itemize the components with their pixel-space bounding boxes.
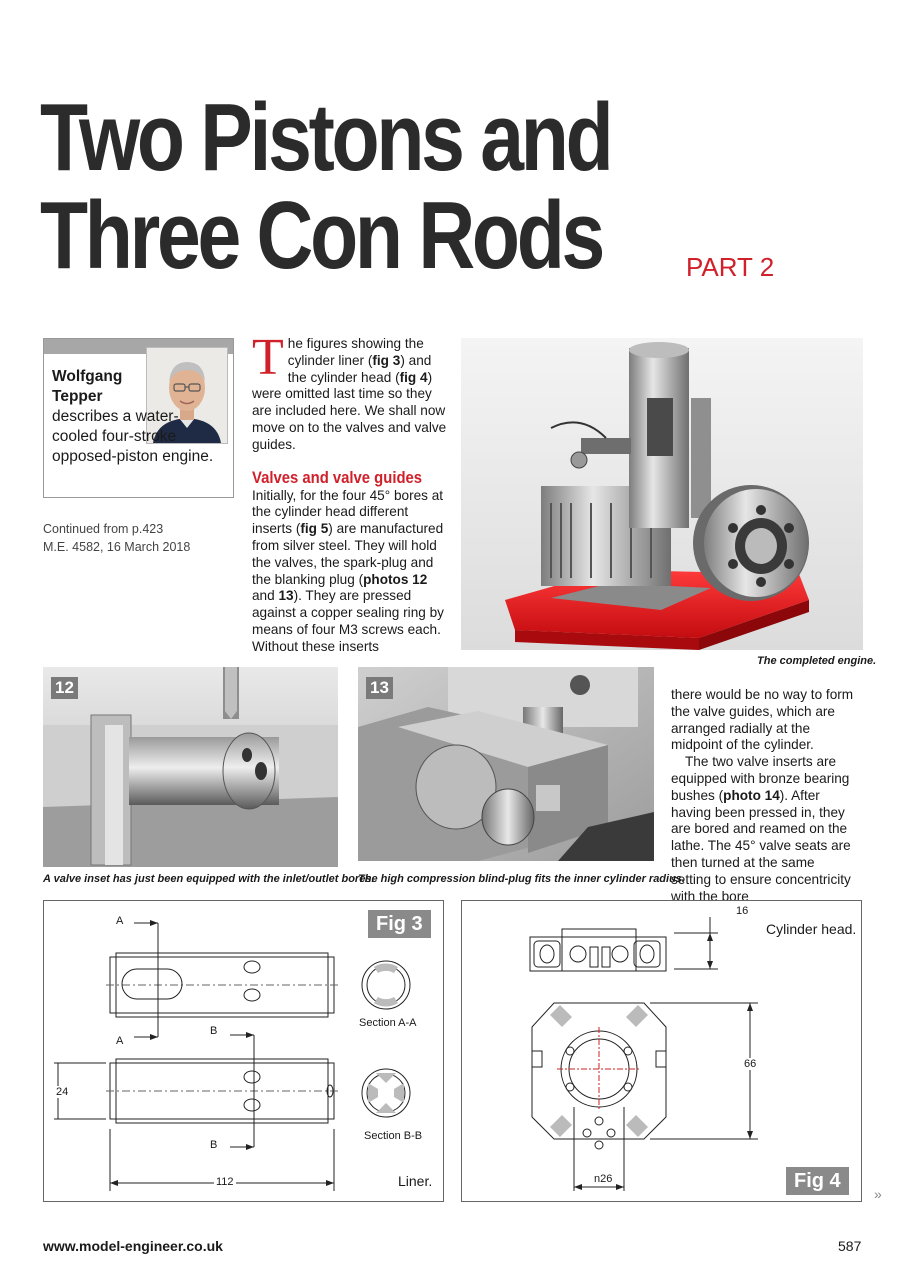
p2-text-4: ). They are pressed against a copper sealing ring by means of four M3 screws each. Without these inserts xyxy=(252,588,444,654)
col3-ref-photo14: photo 14 xyxy=(723,787,780,803)
continue-arrow: » xyxy=(874,1186,882,1202)
intro-ref-fig4: fig 4 xyxy=(399,369,428,385)
footer-website[interactable]: www.model-engineer.co.uk xyxy=(43,1238,223,1254)
engine-caption: The completed engine. xyxy=(757,655,877,667)
fig3-caption: Liner. xyxy=(398,1173,433,1189)
author-box xyxy=(43,338,234,498)
intro-ref-fig3: fig 3 xyxy=(372,352,401,368)
fig3-dim-24: 24 xyxy=(56,1086,69,1098)
section-heading: Valves and valve guides xyxy=(252,468,423,487)
paragraph-2 xyxy=(252,488,448,656)
p2-ref-13: 13 xyxy=(278,588,294,604)
col3-text-3: ). After having been pressed in, they are bored and reamed on the lathe. The 45° valve seats are then turned at the same setting to ensure concentricity with the bore xyxy=(671,787,851,904)
photo-13-number: 13 xyxy=(366,677,393,699)
title-line2-text: Three Con Rods xyxy=(40,182,603,289)
col3-text-2: The two valve inserts are equipped with bronze bearing bushes ( xyxy=(671,754,850,803)
author-name-line1: Wolfgang xyxy=(52,368,123,385)
intro-text-1: he figures showing the cylinder liner ( xyxy=(287,336,424,368)
photo-12 xyxy=(43,667,338,867)
drop-cap: T xyxy=(252,329,284,386)
photo-12-number: 12 xyxy=(51,677,78,699)
footer-page-number: 587 xyxy=(838,1238,862,1254)
continued-note xyxy=(43,520,190,556)
figure-3 xyxy=(43,900,444,1202)
col3-text-1: there would be no way to form the valve guides, which are arranged radially at the midpoint of the cylinder. xyxy=(671,687,854,753)
photo-13 xyxy=(358,667,654,861)
fig3-mark-a-bottom: A xyxy=(116,1035,124,1047)
article-column-2 xyxy=(252,329,448,656)
p2-text-3: and xyxy=(252,588,279,604)
fig4-dim-66: 66 xyxy=(744,1058,757,1070)
fig4-dim-16: 16 xyxy=(736,905,749,917)
fig3-section-bb: Section B-B xyxy=(364,1130,423,1142)
article-column-3 xyxy=(671,687,857,905)
part-label: PART 2 xyxy=(686,252,775,282)
p2-text-2: ) are manufactured from silver steel. They will hold the valves, the spark-plug and the blanking plug ( xyxy=(252,521,444,587)
author-text xyxy=(52,367,222,467)
author-name-line2: Tepper xyxy=(52,388,103,405)
author-blurb: describes a water-cooled four-stroke opposed-piston engine. xyxy=(52,408,214,465)
fig3-mark-b-top: B xyxy=(210,1025,218,1037)
intro-text-2: ) and the cylinder head ( xyxy=(287,352,432,385)
fig3-mark-b-bottom: B xyxy=(210,1139,218,1151)
fig4-caption: Cylinder head. xyxy=(766,921,857,937)
fig4-label: Fig 4 xyxy=(786,1167,849,1195)
p2-ref-fig5: fig 5 xyxy=(300,521,329,537)
continued-line1: Continued from p.423 xyxy=(43,522,164,536)
photo-12-caption: A valve inset has just been equipped with the inlet/outlet bores. xyxy=(43,873,375,885)
fig3-label: Fig 3 xyxy=(368,910,431,938)
fig4-dim-n26: n26 xyxy=(594,1173,613,1185)
fig3-dim-112: 112 xyxy=(216,1176,234,1188)
p2-ref-photos12: photos 12 xyxy=(363,571,428,587)
figure-4 xyxy=(461,900,862,1202)
article-title-line1: Two Pistons and xyxy=(40,84,611,191)
p2-text-1: Initially, for the four 45° bores at the cylinder head different inserts ( xyxy=(252,487,444,537)
article-title-line2 xyxy=(40,182,603,289)
fig3-mark-a-top: A xyxy=(116,915,124,927)
engine-photo xyxy=(461,338,863,650)
photo-13-caption: The high compression blind-plug fits the inner cylinder radius. xyxy=(358,873,685,885)
continued-line2: M.E. 4582, 16 March 2018 xyxy=(43,540,191,554)
intro-text-3: ) were omitted last time so they are included here. We shall now move on to the valves and valve guides. xyxy=(252,369,447,452)
fig3-section-aa: Section A-A xyxy=(359,1017,417,1029)
